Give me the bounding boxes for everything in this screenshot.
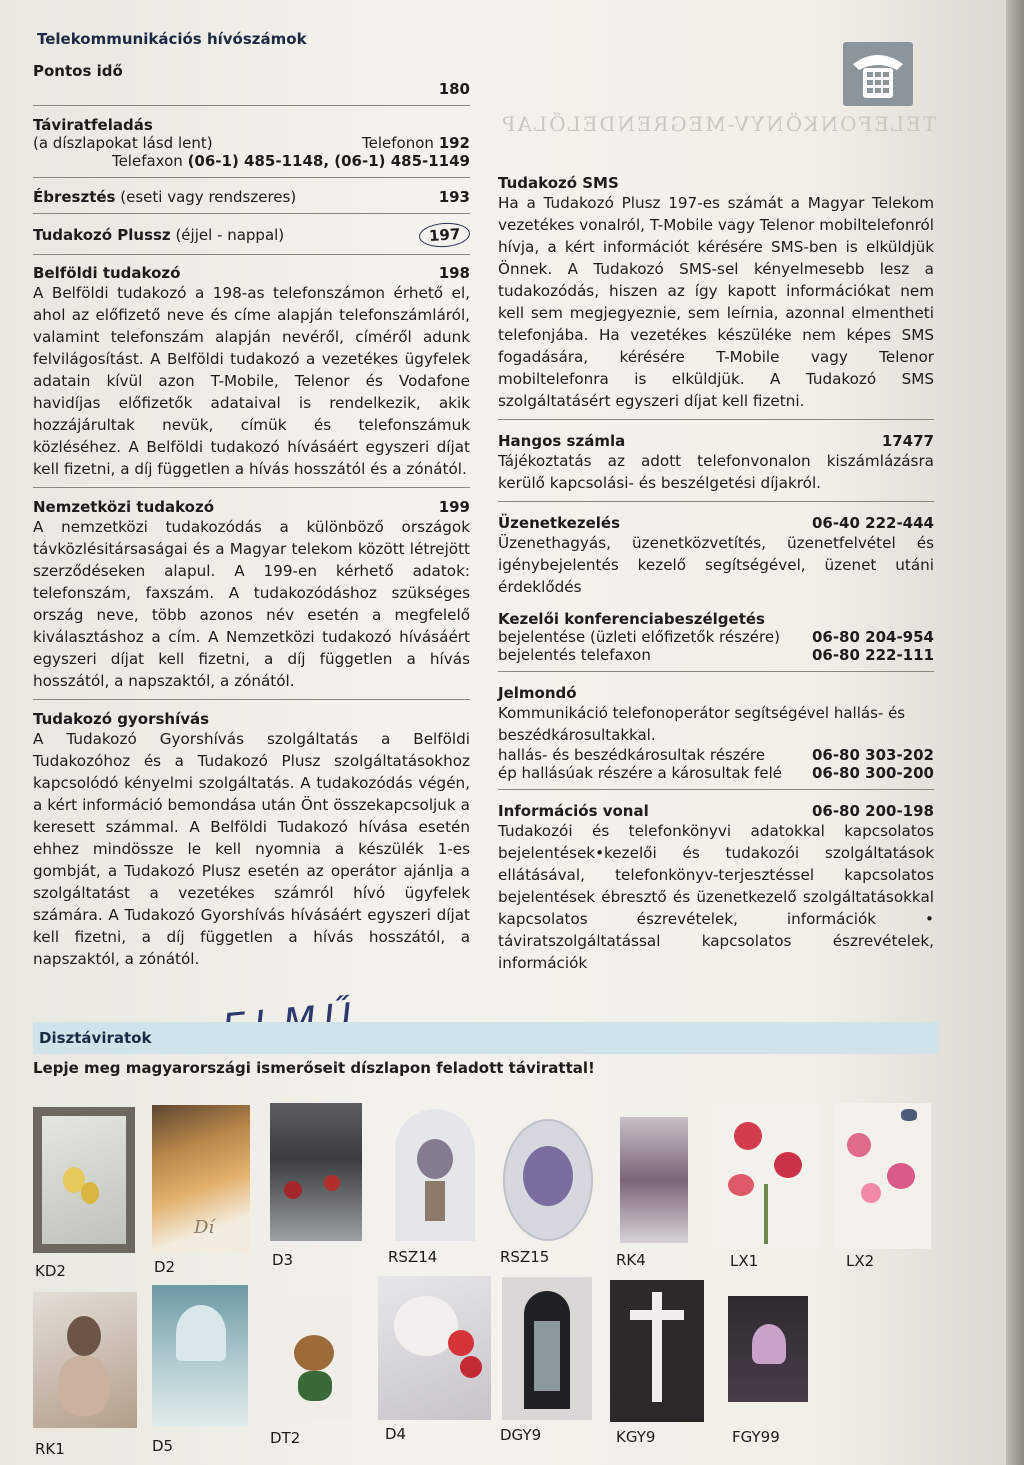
entry-ebresztes xyxy=(33,178,470,214)
entry-subtitle: (eseti vagy rendszeres) xyxy=(115,188,297,206)
entry-nemzetkozi-tudakozo xyxy=(33,488,470,700)
telefonon-number: 192 xyxy=(438,134,470,152)
entry-title: Hangos számla xyxy=(498,432,626,450)
card-label-rsz14: RSZ14 xyxy=(388,1248,438,1266)
jelmondo-number1: 06-80 303-202 xyxy=(811,746,934,764)
card-label-fgy99: FGY99 xyxy=(732,1428,780,1446)
card-label-d2: D2 xyxy=(154,1258,176,1276)
entry-text: Ha a Tudakozó Plusz 197-es számát a Magyar Telekom vezetékes vonalról, T-Mobile vagy Telenor mobiltelefonról hívja, a kért információt kérésére SMS-ben is elküldjük Önnek. A Tudakozó SMS-sel kényelmesebb lesz a tudakozódás, hiszen az így kapott információkat nem kell sem megjegyeznie, sem leírnia, azonnal elmentheti telefonjába. Ha vezetékes készüléke nem képes SMS fogadására, kérésére T-Mobile vagy Telenor mobiltelefonra is elküldjük. A Tudakozó SMS szolgáltatásért egyszeri díjat kell fizetni. xyxy=(498,194,934,410)
entry-tudakozo-sms xyxy=(498,168,934,420)
telefaxon-label: Telefaxon xyxy=(111,152,183,170)
card-label-dgy9: DGY9 xyxy=(500,1426,542,1444)
entry-text: A nemzetközi tudakozódás a különböző országok távközlésitársaságai és a Magyar telekom között létrejött szerződéseken alapul. A 199-en kérhető adatok: telefonszám, faxszám. A tudakozódáshoz szükséges ország neve, több azonos név esetén a megfelelő kiválasztáshoz a cím. A Nemzetközi tudakozó hívásáért egyszeri díjat kell fizetni, a díj független a hívás hosszától, a napszaktól, a zónától. xyxy=(33,518,470,690)
entry-taviratfeladas xyxy=(33,106,470,178)
watermark-text: TELEFONKÖNYV-MEGRENDELŐLAP xyxy=(500,112,937,136)
entry-text: Tudakozói és telefonkönyvi adatokkal kapcsolatos bejelentések•kezelői és tudakozói szolgáltatások ellátásával, telefonkönyv-terjesztéssel kapcsolatos bejelentések ébresztő és üzenetkezelő szolgáltatásokkal kapcsolatos észrevételek, információk • táviratszolgáltatással kapcsolatos észrevételek, információk xyxy=(498,822,934,972)
konferencia-number2: 06-80 222-111 xyxy=(811,646,934,664)
entry-title: Nemzetközi tudakozó xyxy=(33,498,215,516)
entry-number: 180 xyxy=(438,80,470,98)
telephone-icon xyxy=(843,42,913,106)
entry-title: Tudakozó Plussz xyxy=(33,226,171,244)
konferencia-number1: 06-80 204-954 xyxy=(811,628,934,646)
card-lx1 xyxy=(718,1104,818,1248)
card-d3 xyxy=(270,1103,362,1241)
entry-tudakozo-plussz xyxy=(33,214,470,255)
card-label-dt2: DT2 xyxy=(270,1429,301,1447)
card-dt2 xyxy=(284,1295,352,1419)
disztaviratok-header xyxy=(33,1022,939,1054)
card-label-d4: D4 xyxy=(385,1425,407,1443)
entry-text: Üzenethagyás, üzenetközvetítés, üzenetfelvétel és igénybejelentés kezelő segítségével, üzenet utáni érdeklődés xyxy=(498,534,934,596)
konferencia-line1: bejelentése (üzleti előfizetők részére) xyxy=(498,628,780,646)
entry-title: Tudakozó SMS xyxy=(498,174,619,192)
telefonon-label: Telefonon xyxy=(362,134,434,152)
entry-number: 17477 xyxy=(881,432,934,450)
entry-pontos-ido xyxy=(33,56,470,106)
entry-subtitle: (a díszlapokat lásd lent) xyxy=(33,134,213,152)
card-label-lx1: LX1 xyxy=(730,1252,759,1270)
page-edge xyxy=(1006,0,1024,1465)
left-column xyxy=(33,30,470,977)
disztaviratok-title: Disztáviratok xyxy=(39,1029,152,1047)
card-dgy9 xyxy=(502,1277,592,1420)
entry-title: Információs vonal xyxy=(498,802,649,820)
card-label-kd2: KD2 xyxy=(35,1262,66,1280)
jelmondo-line2: ép hallásúak részére a károsultak felé xyxy=(498,764,783,782)
card-label-rsz15: RSZ15 xyxy=(500,1248,550,1266)
entry-text: A Tudakozó Gyorshívás szolgáltatás a Belföldi Tudakozóhoz és a Tudakozó Plusz szolgáltatásokhoz kapcsolódó kényelmi szolgáltatás. A tudakozódás végén, a kért információ bemondása után Önt összekapcsoljuk a keresett számmal. A Belföldi Tudakozó hívása esetén ehhez mindössze le kell nyomnia a készülék 1-es gombját, a Tudakozó Plusz esetén az operátor ajánlja a szolgáltatást a vezetékes számról hívó ügyfelek számára. A Tudakozó Gyorshívás hívásáért egyszeri díjat kell fizetni, a díj független a hívás hosszától, a napszaktól, a zónától. xyxy=(33,730,470,968)
card-label-rk4: RK4 xyxy=(616,1251,646,1269)
card-kgy9 xyxy=(610,1280,704,1422)
entry-number: 193 xyxy=(438,188,470,206)
entry-number: 199 xyxy=(438,498,470,516)
entry-jelmondo xyxy=(498,672,934,790)
card-rk4 xyxy=(620,1117,688,1243)
entry-belfoldi-tudakozo xyxy=(33,255,470,488)
card-label-d5: D5 xyxy=(152,1437,174,1455)
card-rk1 xyxy=(33,1292,137,1428)
card-kd2 xyxy=(33,1107,135,1253)
card-d4 xyxy=(378,1276,491,1420)
card-fgy99 xyxy=(728,1296,808,1402)
entry-number: 198 xyxy=(438,264,470,282)
card-rsz15 xyxy=(503,1119,593,1241)
konferencia-line2: bejelentés telefaxon xyxy=(498,646,651,664)
entry-title: Üzenetkezelés xyxy=(498,514,620,532)
entry-title: Ébresztés xyxy=(33,188,116,206)
entry-text: A Belföldi tudakozó a 198-as telefonszámon érhető el, ahol az előfizető neve és címe alapján telefonszámláról, valamint telefonszám alapján nevéről, címéről adunk felvilágosítást. A Belföldi tudakozó a vezetékes ügyfelek adatain kívül azon T-Mobile, Telenor és Vodafone havidíjas előfizetők adataival is rendelkezik, akik hozzájárultak nevük, címük és telefonszámuk közléséhez. A Belföldi tudakozó hívásáért egyszeri díjat kell fizetni, a díj független a hívás hosszától és a zónától. xyxy=(33,284,470,478)
entry-uzenetkezeles xyxy=(498,502,934,672)
card-rsz14 xyxy=(395,1109,475,1241)
section-title: Telekommunikációs hívószámok xyxy=(37,30,307,48)
disztaviratok-intro: Lepje meg magyarországi ismerőseit díszlapon feladott távirattal! xyxy=(33,1059,595,1077)
entry-title: Táviratfeladás xyxy=(33,116,153,134)
card-label-d3: D3 xyxy=(272,1251,294,1269)
entry-title: Belföldi tudakozó xyxy=(33,264,181,282)
entry-number-circled: 197 xyxy=(418,221,471,249)
card-d2: Dí xyxy=(152,1105,250,1253)
entry-title: Tudakozó gyorshívás xyxy=(33,710,210,728)
entry-number: 06-40 222-444 xyxy=(811,514,934,532)
jelmondo-number2: 06-80 300-200 xyxy=(811,764,934,782)
jelmondo-line1: hallás- és beszédkárosultak részére xyxy=(498,746,765,764)
konferencia-title: Kezelői konferenciabeszélgetés xyxy=(498,610,765,628)
entry-number: 06-80 200-198 xyxy=(811,802,934,820)
entry-subtitle: (éjjel - nappal) xyxy=(170,226,285,244)
telefaxon-number: (06-1) 485-1148, (06-1) 485-1149 xyxy=(187,152,470,170)
card-d5 xyxy=(152,1285,248,1427)
entry-title: Pontos idő xyxy=(33,62,123,80)
card-label-rk1: RK1 xyxy=(35,1440,65,1458)
entry-text: Tájékoztatás az adott telefonvonalon kiszámlázásra kerülő kapcsolási- és beszélgetési díjakról. xyxy=(498,452,934,492)
card-label-kgy9: KGY9 xyxy=(616,1428,656,1446)
card-label-lx2: LX2 xyxy=(846,1252,875,1270)
card-lx2 xyxy=(835,1103,931,1249)
entry-informacios-vonal xyxy=(498,790,934,981)
entry-hangos-szamla xyxy=(498,420,934,502)
entry-text: Kommunikáció telefonoperátor segítségével hallás- és beszédkárosultakkal. xyxy=(498,704,906,744)
right-column xyxy=(498,168,934,981)
entry-title: Jelmondó xyxy=(498,684,577,702)
entry-tudakozo-gyorshivas xyxy=(33,700,470,977)
